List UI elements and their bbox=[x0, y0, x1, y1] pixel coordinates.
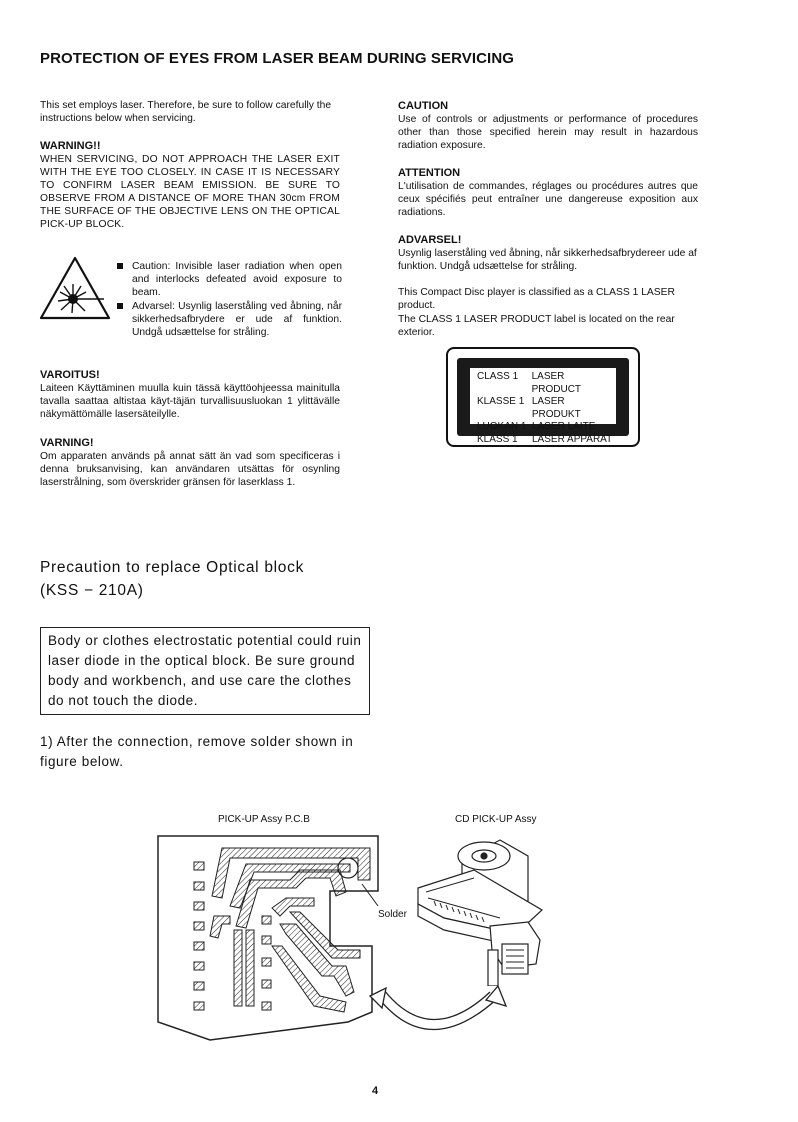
solder-label: Solder bbox=[378, 909, 407, 920]
label-row: CLASS 1 LASER PRODUCT bbox=[477, 371, 582, 395]
warning-text: WHEN SERVICING, DO NOT APPROACH THE LASER EXIT WITH THE EYE TOO CLOSELY. IN CASE IT IS NECESSARY TO CONFIRM LASER BEAM EMISSION. BE SURE TO OBSERVE FROM A DISTANCE OF MORE THAN 30cm FROM THE SURFACE OF THE OBJECTIVE LENS ON THE OPTICAL PICK-UP BLOCK. bbox=[40, 154, 340, 230]
pcb-label: PICK-UP Assy P.C.B bbox=[218, 814, 310, 825]
label-row: KLASSE 1 LASER PRODUKT bbox=[477, 396, 581, 420]
attention-text: L'utilisation de commandes, réglages ou procédures autres que ceux spécifiés peut entraîner une dangereuse exposition aux radiations. bbox=[398, 181, 698, 218]
list-item: Advarsel: Usynlig laserståling ved åbning, når sikkerhedsafbrydere er ude af funktion. Undgå udsættelse for stråling. bbox=[116, 300, 342, 339]
step-1-text: 1) After the connection, remove solder shown in figure below. bbox=[40, 734, 354, 769]
class-info-line2: The CLASS 1 LASER PRODUCT label is located on the rear exterior. bbox=[398, 314, 675, 338]
attention-heading: ATTENTION bbox=[398, 167, 461, 179]
varning-text: Om apparaten används på annat sätt än vad som specificeras i denna bruksanvising, kan användaren utsättas för osynling laserstrålning, som överskrider gränsen för laserklass 1. bbox=[40, 451, 340, 488]
label-row: LUOKAN 1 LASER LAITE bbox=[477, 421, 596, 432]
precaution-title: Precaution to replace Optical block (KSS − 210A) bbox=[40, 559, 305, 599]
bullet-square-icon bbox=[117, 303, 123, 309]
warning-heading: WARNING!! bbox=[40, 140, 101, 152]
laser-caution-list bbox=[116, 260, 342, 340]
list-item: Caution: Invisible laser radiation when open and interlocks defeated avoid exposure to beam. bbox=[116, 260, 342, 299]
caution-heading: CAUTION bbox=[398, 100, 449, 112]
cd-pickup-diagram bbox=[404, 826, 558, 986]
advarsel-text: Usynlig laserståling ved åbning, når sikkerhedsafbrydereer ude af funktion. Undgå udsættelse for stråling. bbox=[398, 248, 697, 272]
bullet-square-icon bbox=[117, 263, 123, 269]
varoitus-heading: VAROITUS! bbox=[40, 369, 100, 381]
varoitus-text: Laiteen Käyttäminen muulla kuin tässä käyttöohjeessa mainitulla tavalla saattaa altistaa käyt-täjän turvallisuusluokan 1 ylittävälle näkymättömälle lasersäteilylle. bbox=[40, 383, 340, 420]
cd-pickup-label: CD PICK-UP Assy bbox=[455, 814, 537, 825]
page-title: PROTECTION OF EYES FROM LASER BEAM DURING SERVICING bbox=[40, 50, 515, 67]
class-info-line1: This Compact Disc player is classified as a CLASS 1 LASER product. bbox=[398, 287, 675, 311]
esd-warning-box: Body or clothes electrostatic potential could ruin laser diode in the optical block. Be sure ground body and workbench, and use care the clothes do not touch the diode. bbox=[40, 627, 370, 715]
label-text-panel bbox=[470, 368, 616, 445]
varning-heading: VARNING! bbox=[40, 437, 94, 449]
caution-text: Use of controls or adjustments or performance of procedures other than those specified herein may result in hazardous radiation exposure. bbox=[398, 114, 698, 151]
laser-warning-icon bbox=[38, 255, 112, 321]
label-row: KLASS 1 LASER APPARAT bbox=[477, 433, 613, 445]
intro-text: This set employs laser. Therefore, be sure to follow carefully the instructions below when servicing. bbox=[40, 100, 332, 124]
advarsel-heading: ADVARSEL! bbox=[398, 234, 462, 246]
page-number: 4 bbox=[372, 1085, 379, 1097]
